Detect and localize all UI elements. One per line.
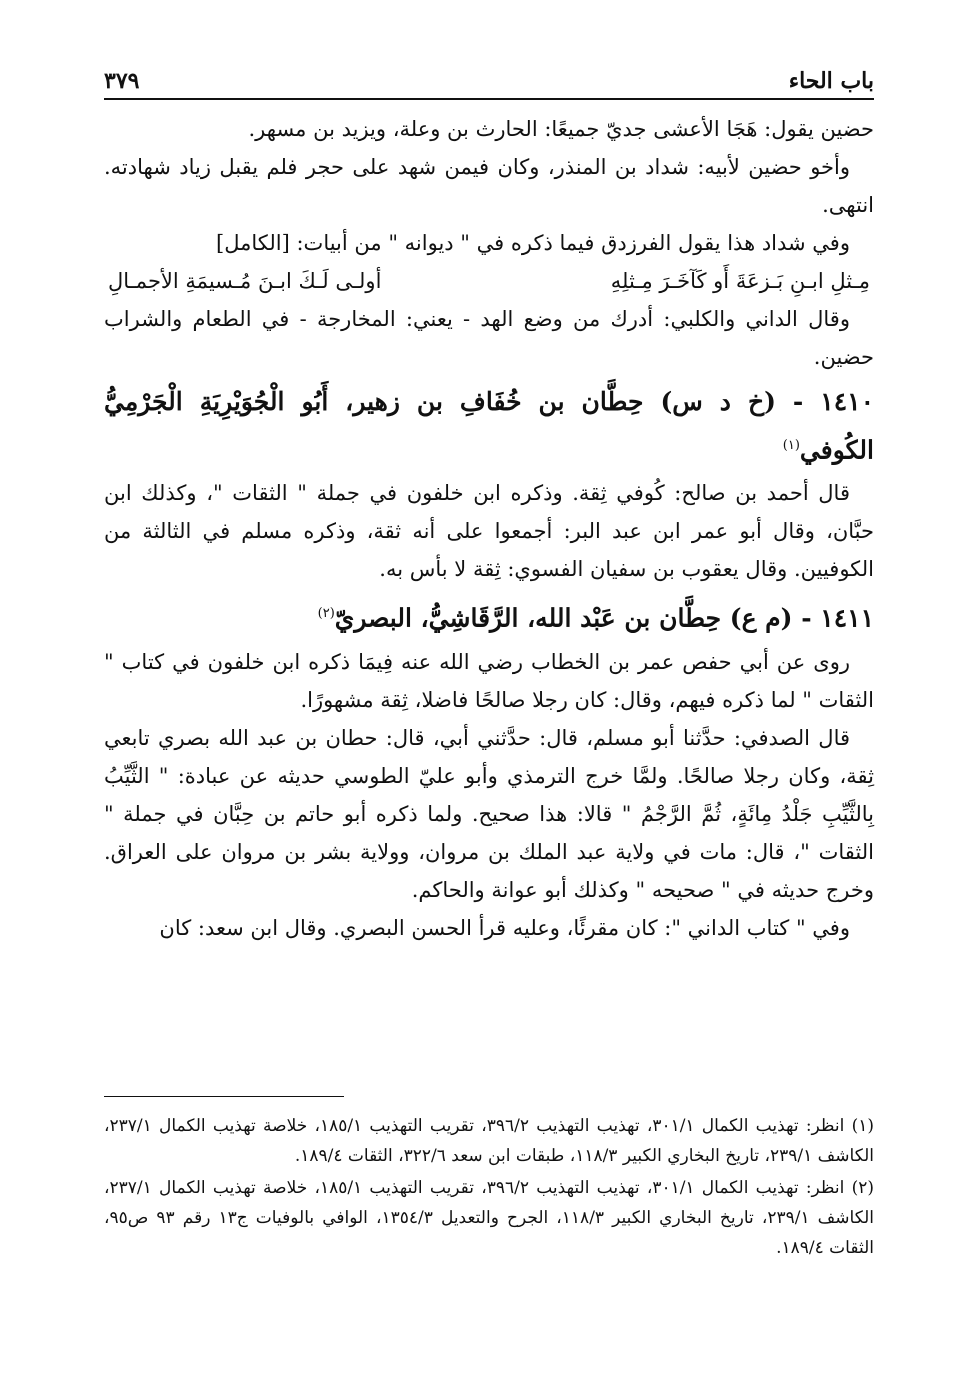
paragraph: وفي شداد هذا يقول الفرزدق فيما ذكره في " ديوانه " من أبيات: [الكامل] <box>216 231 850 255</box>
entry-heading-text: ١٤١٠ - (خ د س) حِطَّان بن خُفَافِ بن زهير، أَبُو الْجُوَيْرِيَةِ الْجَرْمِيُّ الكُوفي <box>104 387 874 465</box>
paragraph: وفي " كتاب الداني ": كان مقرئًا، وعليه قرأ الحسن البصري. وقال ابن سعد: كان <box>159 915 850 940</box>
footnote-marker: (١) <box>782 438 800 453</box>
chapter-title: باب الحاء <box>788 68 874 94</box>
paragraph: قال الصدفي: حدَّثنا أبو مسلم، قال: حدَّثني أبي، قال: حطان بن عبد الله بصري تابعي ثِقة، وكان رجلا صالحًا. ولمَّا خرج الترمذي وأبو عليّ الطوسي حديثه عن عبادة: " الثَّيِّبُ بِالثَّيِّبِ جَلْدُ مِائَةٍ، ثُمَّ الرَّجْمُ " قالا: هذا صحيح. ولما ذكره أبو حاتم بن حِبَّان في جملة " الثقات "، قال: مات في ولاية عبد الملك بن مروان، وولاية بشر بن مروان على العراق. وخرج حديثه في " صحيحه " وكذلك أبو عوانة والحاكم. <box>104 725 874 902</box>
poem-verse <box>104 262 874 300</box>
page-number: ٣٧٩ <box>104 68 140 94</box>
entry-heading-1410 <box>104 380 874 472</box>
footnotes <box>104 1111 874 1265</box>
footnote-rule <box>104 1096 344 1097</box>
footnote-marker: (٢) <box>317 606 335 622</box>
running-header <box>104 58 874 94</box>
footnote-2: (٢) انظر: تهذيب الكمال ٣٠١/١، تهذيب التهذيب ٣٩٦/٢، تقريب التهذيب ١٨٥/١، خلاصة تهذيب الكمال ٢٣٧/١، الكاشف ٢٣٩/١، تاريخ البخاري الكبير ١١٨/٣، الجرح والتعديل ١٣٥٤/٣، الوافي بالوفيات ج١٣ رقم ٩٣ ص٩٥، الثقات ١٨٩/٤. <box>104 1178 874 1258</box>
paragraph: وقال الداني والكلبي: أدرك من وضع الهد - يعني: المخارجة - في الطعام والشراب حضين. <box>104 307 874 369</box>
paragraph: قال أحمد بن صالح: كُوفي ثِقة. وذكره ابن خلفون في جملة " الثقات "، وكذلك ابن حبَّان، وقال أبو عمر ابن عبد البر: أجمعوا على أنه ثقة، وذكره مسلم في الثالثة من الكوفيين. وقال يعقوب بن سفيان الفسوي: ثِقة لا بأس به. <box>104 481 874 582</box>
paragraph: وأخو حضين لأبيه: شداد بن المنذر، وكان فيمن شهد على حجر فلم يقبل زياد شهادته. انتهى. <box>104 155 874 217</box>
entry-heading-text: ١٤١١ - (م ع) حِطَّان بن عَبْد الله، الرَّقَاشِيُّ، البصريّ <box>334 603 874 633</box>
header-rule <box>104 98 874 100</box>
main-text <box>104 110 874 947</box>
footnote-1: (١) انظر: تهذيب الكمال ٣٠١/١، تهذيب التهذيب ٣٩٦/٢، تقريب التهذيب ١٨٥/١، خلاصة تهذيب الكمال ٢٣٧/١، الكاشف ٢٣٩/١، تاريخ البخاري الكبير ١١٨/٣، طبقات ابن سعد ٣٢٢/٦، الثقات ١٨٩/٤. <box>104 1116 874 1166</box>
paragraph: حضين يقول: هَجَا الأعشى جديّ جميعًا: الحارث بن وعلة، ويزيد بن مسهر. <box>248 117 874 141</box>
verse-second-hemistich: أولـى لَـكَ ابـنَ مُـسيمَةِ الأجمـالِ <box>108 269 382 293</box>
entry-heading-1411 <box>104 592 874 640</box>
paragraph: روى عن أبي حفص عمر بن الخطاب رضي الله عنه فِيمَا ذكره ابن خلفون في كتاب " الثقات " لما ذكره فيهم، وقال: كان رجلا صالحًا فاضلا، ثِقة مشهورًا. <box>104 649 874 712</box>
page <box>104 58 874 1258</box>
verse-first-hemistich: مِـثلِ ابـنِ بَـزعَةَ أَو كَآخَـرَ مِـثلِهِ <box>610 269 870 293</box>
